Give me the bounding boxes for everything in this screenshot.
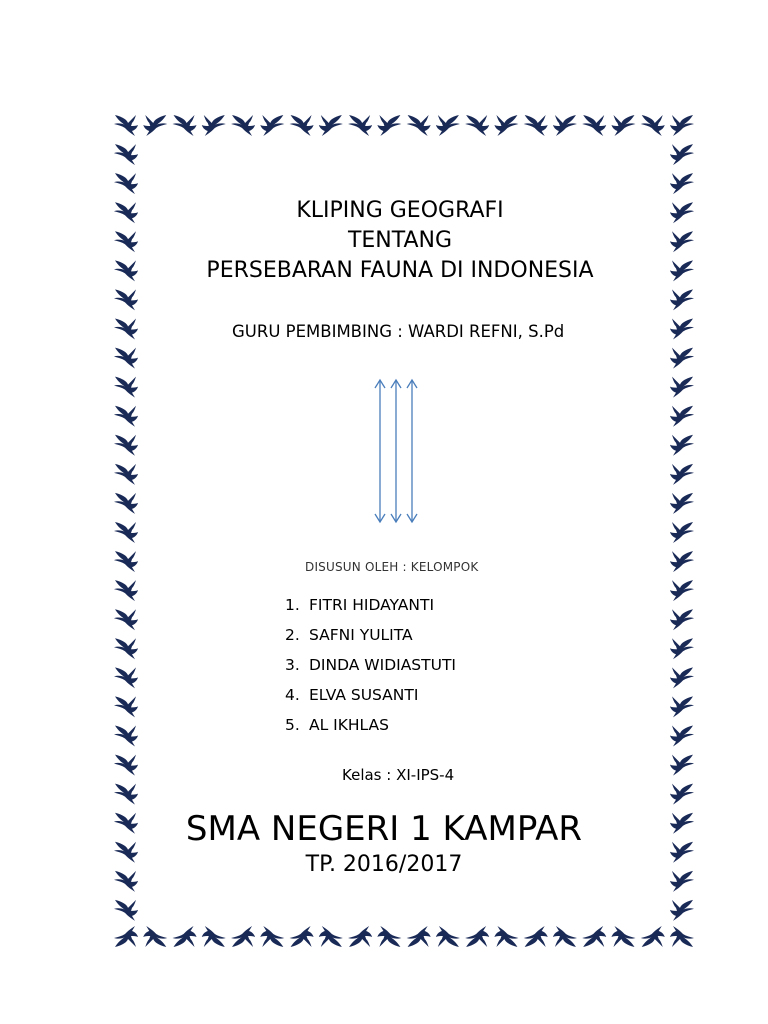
swallow-bird-icon [670,784,694,805]
swallow-bird-icon [114,726,138,747]
swallow-bird-icon [494,115,518,136]
swallow-bird-icon [670,926,694,947]
swallow-bird-icon [670,755,694,776]
swallow-bird-icon [436,926,460,947]
swallow-bird-icon [641,115,665,136]
swallow-bird-icon [670,115,694,136]
swallow-bird-icon [114,319,138,340]
double-headed-arrow-icon [372,376,422,528]
swallow-bird-icon [670,319,694,340]
swallow-bird-icon [114,609,138,630]
swallow-bird-icon [114,348,138,369]
member-list [285,596,456,746]
swallow-bird-icon [670,144,694,165]
swallow-bird-icon [611,926,635,947]
item-number: 1. [285,596,300,614]
swallow-bird-icon [582,926,606,947]
list-item [285,716,456,746]
class-label: Kelas : XI-IPS-4 [342,766,455,784]
swallow-bird-icon [114,406,138,427]
swallow-bird-icon [670,638,694,659]
swallow-bird-icon [173,926,197,947]
swallow-bird-icon [670,493,694,514]
swallow-bird-icon [670,173,694,194]
swallow-bird-icon [114,173,138,194]
swallow-bird-icon [290,926,314,947]
swallow-bird-icon [670,435,694,456]
school-name: SMA NEGERI 1 KAMPAR [185,809,583,849]
school-year: TP. 2016/2017 [305,852,463,877]
swallow-bird-icon [319,115,343,136]
item-number: 3. [285,656,300,674]
swallow-bird-icon [202,926,226,947]
swallow-bird-icon [114,289,138,310]
member-name: ELVA SUSANTI [309,686,419,704]
swallow-bird-icon [114,926,138,947]
swallow-bird-icon [407,115,431,136]
member-name: DINDA WIDIASTUTI [309,656,456,674]
teacher-line: GURU PEMBIMBING : WARDI REFNI, S.Pd [232,322,565,341]
list-item [285,656,456,686]
swallow-bird-icon [670,900,694,921]
swallow-bird-icon [114,784,138,805]
swallow-bird-icon [494,926,518,947]
swallow-bird-icon [524,115,548,136]
swallow-bird-icon [670,726,694,747]
member-name: SAFNI YULITA [309,626,413,644]
swallow-bird-icon [641,926,665,947]
swallow-bird-icon [114,435,138,456]
list-item [285,596,456,626]
swallow-bird-icon [114,115,138,136]
swallow-bird-icon [670,377,694,398]
swallow-bird-icon [553,926,577,947]
item-number: 2. [285,626,300,644]
swallow-bird-icon [670,609,694,630]
swallow-bird-icon [670,348,694,369]
swallow-bird-icon [670,289,694,310]
swallow-bird-icon [465,115,489,136]
swallow-bird-icon [407,926,431,947]
swallow-bird-icon [114,696,138,717]
item-number: 5. [285,716,300,734]
swallow-bird-icon [114,580,138,601]
swallow-bird-icon [611,115,635,136]
swallow-bird-icon [670,522,694,543]
swallow-bird-icon [173,115,197,136]
swallow-bird-icon [670,551,694,572]
title-line: TENTANG [347,228,453,253]
swallow-bird-icon [202,115,226,136]
swallow-bird-icon [260,115,284,136]
swallow-bird-icon [670,667,694,688]
swallow-bird-icon [670,406,694,427]
swallow-bird-icon [114,638,138,659]
swallow-bird-icon [348,115,372,136]
swallow-bird-icon [670,464,694,485]
list-item [285,626,456,656]
swallow-bird-icon [114,755,138,776]
swallow-bird-icon [114,900,138,921]
swallow-bird-icon [290,115,314,136]
swallow-bird-icon [260,926,284,947]
title-line: KLIPING GEOGRAFI [296,198,504,223]
swallow-bird-icon [231,926,255,947]
swallow-bird-icon [114,667,138,688]
swallow-bird-icon [377,926,401,947]
swallow-bird-icon [114,144,138,165]
swallow-bird-icon [143,115,167,136]
title-line: PERSEBARAN FAUNA DI INDONESIA [206,258,594,283]
compiled-by-label: DISUSUN OLEH : KELOMPOK [305,560,479,574]
member-name: FITRI HIDAYANTI [309,596,435,614]
swallow-bird-icon [670,696,694,717]
title-block [16,196,768,286]
list-item [285,686,456,716]
swallow-bird-icon [582,115,606,136]
swallow-bird-icon [465,926,489,947]
swallow-bird-icon [231,115,255,136]
swallow-bird-icon [114,377,138,398]
swallow-bird-icon [377,115,401,136]
swallow-bird-icon [524,926,548,947]
swallow-bird-icon [348,926,372,947]
swallow-bird-icon [143,926,167,947]
swallow-bird-icon [319,926,343,947]
swallow-bird-icon [114,493,138,514]
swallow-bird-icon [114,522,138,543]
swallow-bird-icon [670,580,694,601]
swallow-bird-icon [114,464,138,485]
member-name: AL IKHLAS [309,716,389,734]
swallow-bird-icon [114,551,138,572]
swallow-bird-icon [553,115,577,136]
item-number: 4. [285,686,300,704]
swallow-bird-icon [436,115,460,136]
